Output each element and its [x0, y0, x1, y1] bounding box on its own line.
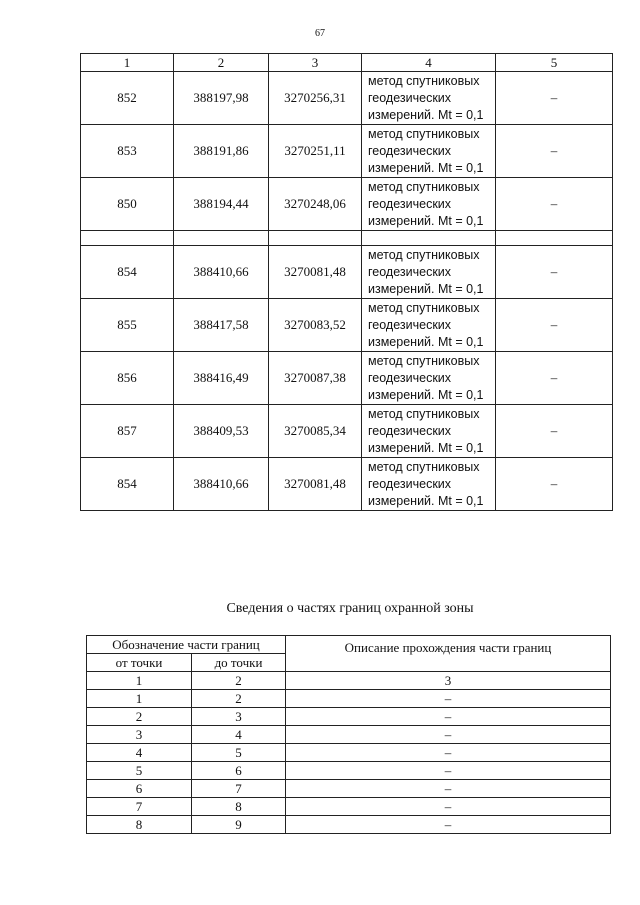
description-cell: – — [286, 816, 611, 834]
parts-header-row — [87, 636, 611, 654]
column-number-3: 3 — [286, 672, 611, 690]
column-number-2: 2 — [192, 672, 286, 690]
table-row — [81, 72, 613, 125]
note-cell: – — [496, 405, 613, 458]
from-point-cell: 6 — [87, 780, 192, 798]
header-boundary-designation: Обозначение части границ — [87, 636, 286, 654]
description-cell: – — [286, 780, 611, 798]
description-cell: – — [286, 744, 611, 762]
column-header-1: 1 — [81, 54, 174, 72]
from-point-cell: 1 — [87, 690, 192, 708]
from-point-cell: 8 — [87, 816, 192, 834]
column-number-1: 1 — [87, 672, 192, 690]
page-number: 67 — [315, 28, 325, 39]
from-point-cell: 3 — [87, 726, 192, 744]
column-header-2: 2 — [174, 54, 269, 72]
note-cell: – — [496, 246, 613, 299]
table-row — [87, 762, 611, 780]
method-text: метод спутниковых геодезических измерений. Mt = 0,1 — [368, 179, 484, 228]
point-number-cell: 853 — [81, 125, 174, 178]
table-row — [87, 708, 611, 726]
description-cell: – — [286, 726, 611, 744]
table-row — [81, 178, 613, 231]
method-text: метод спутниковых геодезических измерений. Mt = 0,1 — [368, 73, 484, 122]
description-cell: – — [286, 708, 611, 726]
table-row — [81, 246, 613, 299]
method-text: метод спутниковых геодезических измерений. Mt = 0,1 — [368, 353, 484, 402]
y-coordinate-cell: 3270251,11 — [269, 125, 362, 178]
table-row — [81, 125, 613, 178]
description-cell: – — [286, 690, 611, 708]
point-number-cell: 854 — [81, 246, 174, 299]
coordinates-table — [80, 53, 613, 511]
point-number-cell: 852 — [81, 72, 174, 125]
table-row — [87, 780, 611, 798]
to-point-cell: 6 — [192, 762, 286, 780]
separator-cell — [174, 231, 269, 246]
to-point-cell: 3 — [192, 708, 286, 726]
table-row — [87, 744, 611, 762]
table-row — [87, 798, 611, 816]
x-coordinate-cell: 388410,66 — [174, 246, 269, 299]
note-cell: – — [496, 458, 613, 511]
note-cell: – — [496, 72, 613, 125]
point-number-cell: 850 — [81, 178, 174, 231]
header-boundary-description: Описание прохождения части границ — [286, 636, 611, 672]
point-number-cell: 855 — [81, 299, 174, 352]
x-coordinate-cell: 388197,98 — [174, 72, 269, 125]
method-cell — [362, 299, 496, 352]
y-coordinate-cell: 3270087,38 — [269, 352, 362, 405]
separator-row — [81, 231, 613, 246]
point-number-cell: 857 — [81, 405, 174, 458]
to-point-cell: 8 — [192, 798, 286, 816]
method-cell — [362, 178, 496, 231]
description-cell: – — [286, 762, 611, 780]
y-coordinate-cell: 3270085,34 — [269, 405, 362, 458]
y-coordinate-cell: 3270081,48 — [269, 458, 362, 511]
to-point-cell: 4 — [192, 726, 286, 744]
method-text: метод спутниковых геодезических измерений. Mt = 0,1 — [368, 406, 484, 455]
method-text: метод спутниковых геодезических измерений. Mt = 0,1 — [368, 459, 484, 508]
y-coordinate-cell: 3270081,48 — [269, 246, 362, 299]
x-coordinate-cell: 388191,86 — [174, 125, 269, 178]
from-point-cell: 4 — [87, 744, 192, 762]
method-cell — [362, 405, 496, 458]
method-text: метод спутниковых геодезических измерений. Mt = 0,1 — [368, 300, 484, 349]
method-cell — [362, 246, 496, 299]
header-to-point: до точки — [192, 654, 286, 672]
x-coordinate-cell: 388410,66 — [174, 458, 269, 511]
note-cell: – — [496, 178, 613, 231]
y-coordinate-cell: 3270083,52 — [269, 299, 362, 352]
point-number-cell: 856 — [81, 352, 174, 405]
x-coordinate-cell: 388417,58 — [174, 299, 269, 352]
table-row — [81, 458, 613, 511]
header-from-point: от точки — [87, 654, 192, 672]
point-number-cell: 854 — [81, 458, 174, 511]
from-point-cell: 7 — [87, 798, 192, 816]
method-cell — [362, 458, 496, 511]
separator-cell — [81, 231, 174, 246]
column-header-3: 3 — [269, 54, 362, 72]
from-point-cell: 2 — [87, 708, 192, 726]
to-point-cell: 5 — [192, 744, 286, 762]
column-header-5: 5 — [496, 54, 613, 72]
to-point-cell: 9 — [192, 816, 286, 834]
table-row — [87, 690, 611, 708]
parts-number-row — [87, 672, 611, 690]
table-row — [87, 726, 611, 744]
column-header-4: 4 — [362, 54, 496, 72]
note-cell: – — [496, 352, 613, 405]
coordinates-header-row — [81, 54, 613, 72]
note-cell: – — [496, 299, 613, 352]
y-coordinate-cell: 3270256,31 — [269, 72, 362, 125]
description-cell: – — [286, 798, 611, 816]
to-point-cell: 7 — [192, 780, 286, 798]
method-text: метод спутниковых геодезических измерений. Mt = 0,1 — [368, 247, 484, 296]
table-row — [81, 405, 613, 458]
y-coordinate-cell: 3270248,06 — [269, 178, 362, 231]
method-cell — [362, 72, 496, 125]
section-title: Сведения о частях границ охранной зоны — [226, 601, 474, 616]
to-point-cell: 2 — [192, 690, 286, 708]
separator-cell — [269, 231, 362, 246]
x-coordinate-cell: 388194,44 — [174, 178, 269, 231]
method-cell — [362, 125, 496, 178]
boundary-parts-table — [86, 635, 611, 834]
method-cell — [362, 352, 496, 405]
separator-cell — [496, 231, 613, 246]
x-coordinate-cell: 388416,49 — [174, 352, 269, 405]
table-row — [87, 816, 611, 834]
table-row — [81, 352, 613, 405]
x-coordinate-cell: 388409,53 — [174, 405, 269, 458]
note-cell: – — [496, 125, 613, 178]
separator-cell — [362, 231, 496, 246]
table-row — [81, 299, 613, 352]
method-text: метод спутниковых геодезических измерений. Mt = 0,1 — [368, 126, 484, 175]
from-point-cell: 5 — [87, 762, 192, 780]
